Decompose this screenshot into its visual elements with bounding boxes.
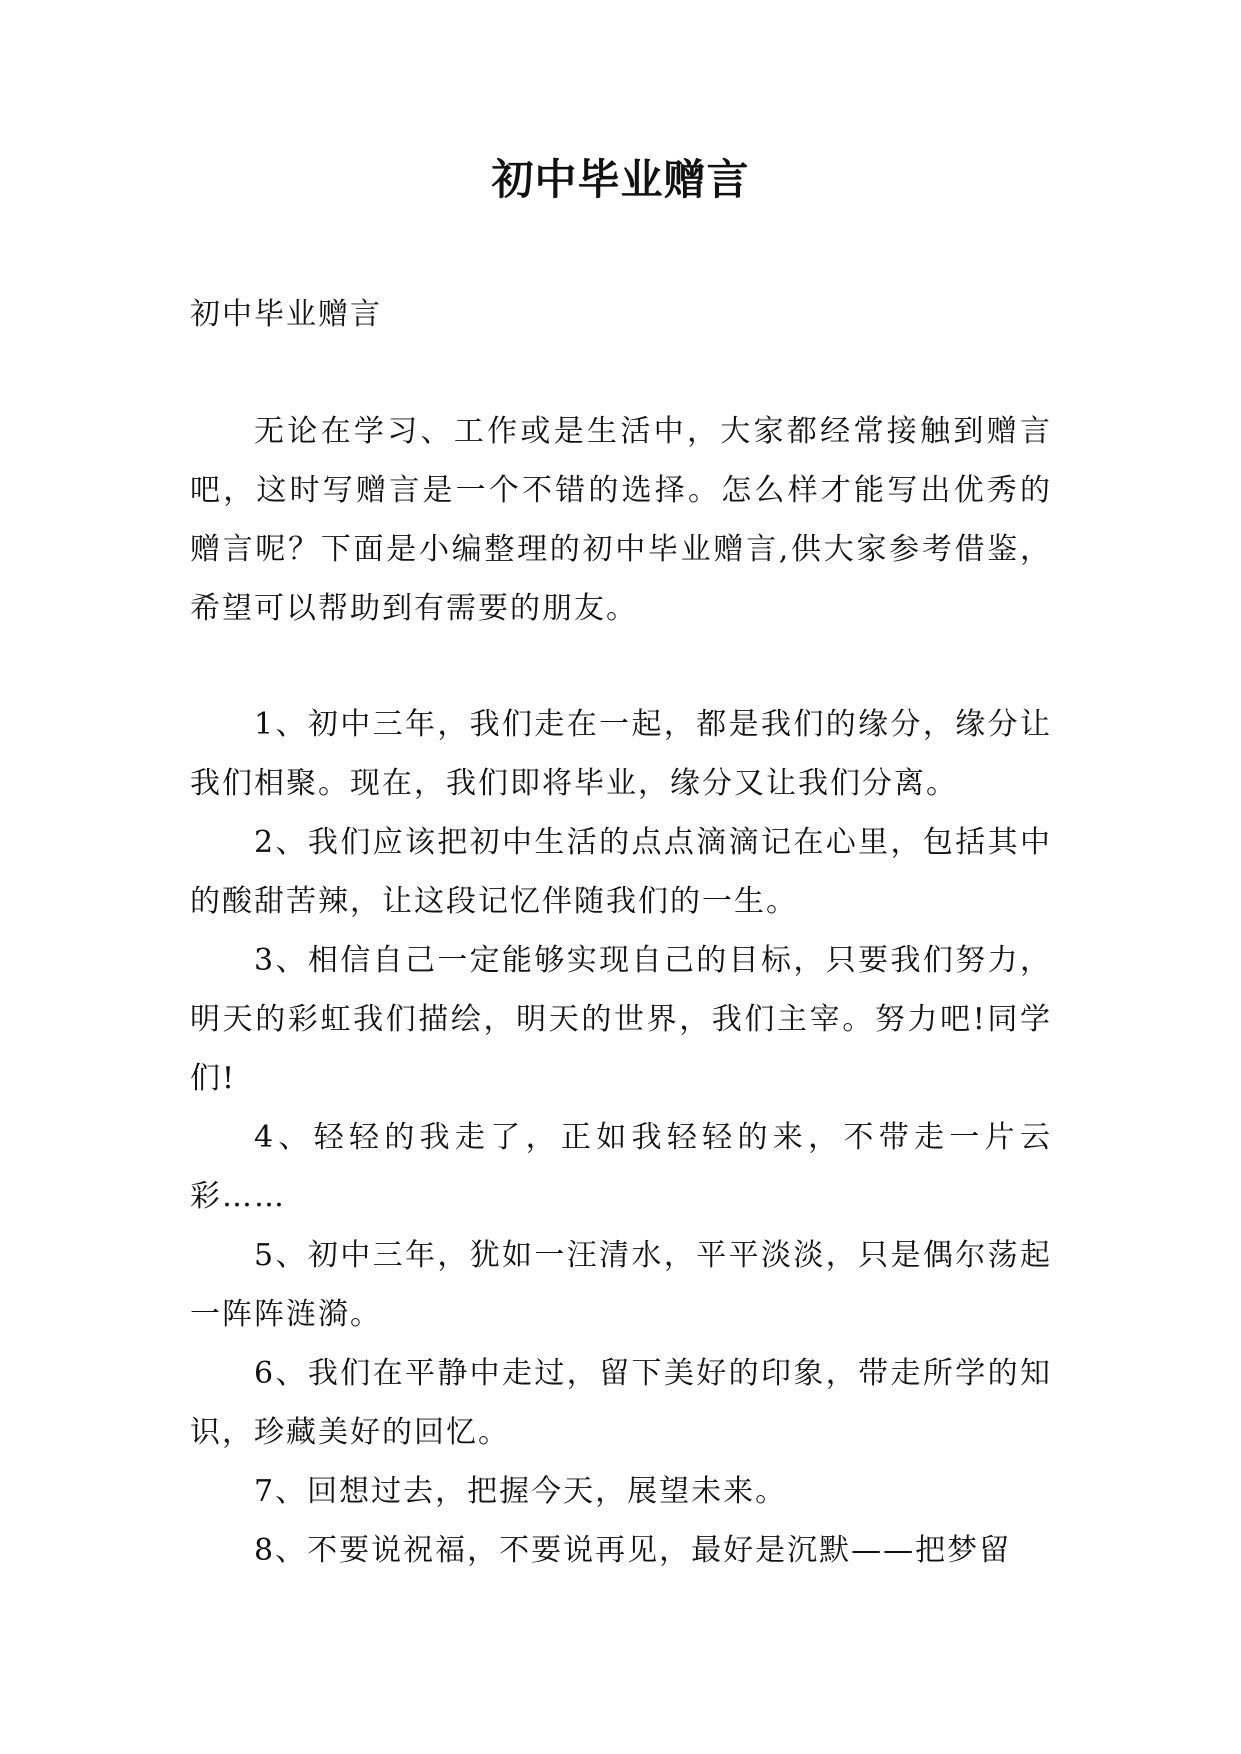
document-title: 初中毕业赠言 [491, 155, 750, 204]
farewell-message-list [190, 695, 1052, 1580]
document-subtitle: 初中毕业赠言 [190, 297, 382, 332]
intro-paragraph: 无论在学习、工作或是生活中，大家都经常接触到赠言吧，这时写赠言是一个不错的选择。怎么样才能写出优秀的赠言呢？下面是小编整理的初中毕业赠言,供大家参考借鉴，希望可以帮助到有需要的朋友。 [190, 414, 1052, 626]
farewell-message-item-4: 4、轻轻的我走了，正如我轻轻的来，不带走一片云彩…… [190, 1120, 1052, 1214]
farewell-message-item-2: 2、我们应该把初中生活的点点滴滴记在心里，包括其中的酸甜苦辣，让这段记忆伴随我们的一生。 [190, 825, 1052, 919]
farewell-message-item-8: 8、不要说祝福，不要说再见，最好是沉默——把梦留 [254, 1533, 1012, 1568]
farewell-message-item-1: 1、初中三年，我们走在一起，都是我们的缘分，缘分让我们相聚。现在，我们即将毕业，缘分又让我们分离。 [190, 707, 1052, 801]
farewell-message-item-3: 3、相信自己一定能够实现自己的目标，只要我们努力，明天的彩虹我们描绘，明天的世界，我们主宰。努力吧!同学们! [190, 943, 1052, 1096]
farewell-message-item-5: 5、初中三年，犹如一汪清水，平平淡淡，只是偶尔荡起一阵阵涟漪。 [190, 1238, 1052, 1332]
farewell-message-item-7: 7、回想过去，把握今天，展望未来。 [254, 1474, 788, 1509]
farewell-message-item-6: 6、我们在平静中走过，留下美好的印象，带走所学的知识，珍藏美好的回忆。 [190, 1356, 1052, 1450]
